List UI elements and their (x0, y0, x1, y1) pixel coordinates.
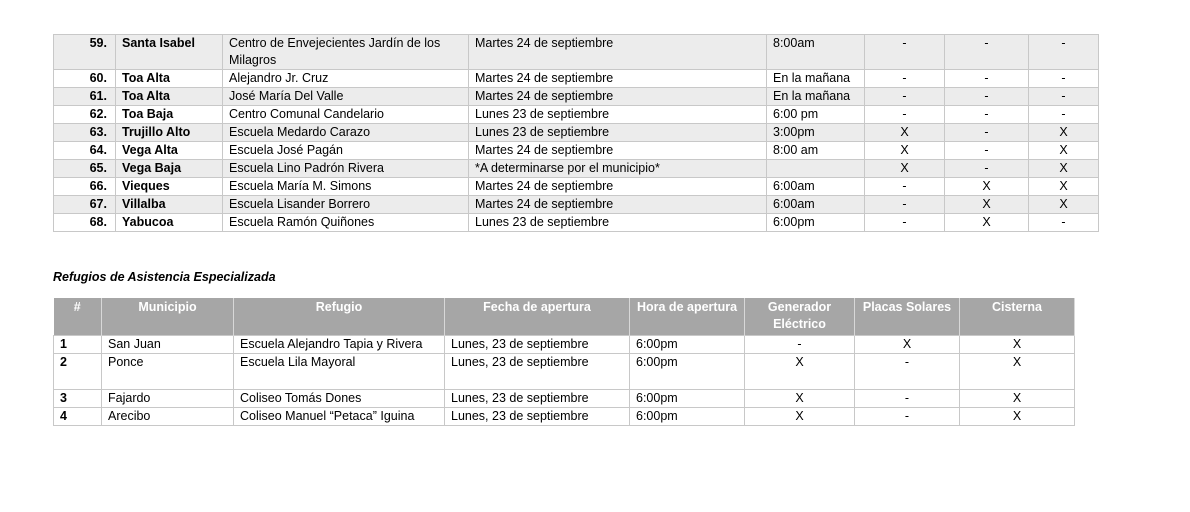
generador-cell: X (865, 160, 945, 178)
cisterna-cell: X (1029, 124, 1099, 142)
municipio-cell: Toa Baja (116, 106, 223, 124)
cisterna-cell: X (960, 408, 1075, 426)
cisterna-cell: X (1029, 160, 1099, 178)
cisterna-cell: X (1029, 178, 1099, 196)
hora-cell: 6:00 pm (767, 106, 865, 124)
generador-cell: - (865, 106, 945, 124)
fecha-cell: Lunes 23 de septiembre (469, 124, 767, 142)
row-number: 3 (54, 390, 102, 408)
generador-cell: - (745, 336, 855, 354)
table-row (54, 160, 1099, 178)
refugio-cell: Centro de Envejecientes Jardín de los Milagros (223, 35, 469, 70)
fecha-cell: Lunes 23 de septiembre (469, 214, 767, 232)
generador-cell: - (865, 214, 945, 232)
refugio-cell: Escuela Ramón Quiñones (223, 214, 469, 232)
table-row (54, 354, 1075, 390)
refugio-cell: Escuela Lila Mayoral (234, 354, 445, 390)
hora-cell: 8:00 am (767, 142, 865, 160)
table-row (54, 390, 1075, 408)
refugio-cell: Coliseo Manuel “Petaca” Iguina (234, 408, 445, 426)
table-row (54, 70, 1099, 88)
hora-cell: En la mañana (767, 88, 865, 106)
header-row (54, 298, 1075, 336)
municipio-cell: Toa Alta (116, 88, 223, 106)
table-row (54, 88, 1099, 106)
specialized-shelters-body (54, 336, 1075, 426)
table-row (54, 336, 1075, 354)
municipio-cell: Vega Baja (116, 160, 223, 178)
municipio-cell: Arecibo (102, 408, 234, 426)
placas-cell: X (945, 214, 1029, 232)
municipio-cell: Trujillo Alto (116, 124, 223, 142)
row-number: 64. (54, 142, 116, 160)
row-number: 4 (54, 408, 102, 426)
generador-cell: X (865, 142, 945, 160)
row-number: 68. (54, 214, 116, 232)
refugio-cell: Alejandro Jr. Cruz (223, 70, 469, 88)
shelters-table (53, 34, 1099, 232)
placas-cell: X (945, 178, 1029, 196)
row-number: 65. (54, 160, 116, 178)
municipio-cell: Toa Alta (116, 70, 223, 88)
fecha-cell: *A determinarse por el municipio* (469, 160, 767, 178)
header-hora: Hora de apertura (630, 298, 745, 336)
hora-cell: 6:00am (767, 178, 865, 196)
header-placas: Placas Solares (855, 298, 960, 336)
generador-cell: X (745, 408, 855, 426)
row-number: 59. (54, 35, 116, 70)
row-number: 67. (54, 196, 116, 214)
hora-cell: 6:00pm (630, 390, 745, 408)
generador-cell: - (865, 196, 945, 214)
fecha-cell: Martes 24 de septiembre (469, 35, 767, 70)
generador-cell: - (865, 178, 945, 196)
placas-cell: - (945, 70, 1029, 88)
cisterna-cell: X (960, 354, 1075, 390)
row-number: 62. (54, 106, 116, 124)
cisterna-cell: - (1029, 88, 1099, 106)
municipio-cell: Fajardo (102, 390, 234, 408)
generador-cell: - (865, 70, 945, 88)
row-number: 66. (54, 178, 116, 196)
header-cisterna: Cisterna (960, 298, 1075, 336)
cisterna-cell: - (1029, 106, 1099, 124)
placas-cell: - (855, 408, 960, 426)
header-municipio: Municipio (102, 298, 234, 336)
placas-cell: X (855, 336, 960, 354)
fecha-cell: Lunes 23 de septiembre (469, 106, 767, 124)
fecha-cell: Lunes, 23 de septiembre (445, 336, 630, 354)
header-number: # (54, 298, 102, 336)
hora-cell: 8:00am (767, 35, 865, 70)
generador-cell: - (865, 35, 945, 70)
refugio-cell: Escuela Lino Padrón Rivera (223, 160, 469, 178)
placas-cell: - (945, 88, 1029, 106)
specialized-shelters-header (54, 298, 1075, 336)
hora-cell: 6:00am (767, 196, 865, 214)
generador-cell: X (745, 354, 855, 390)
specialized-shelters-table (53, 298, 1075, 426)
refugio-cell: José María Del Valle (223, 88, 469, 106)
header-generador: Generador Eléctrico (745, 298, 855, 336)
row-number: 61. (54, 88, 116, 106)
municipio-cell: Vega Alta (116, 142, 223, 160)
municipio-cell: Santa Isabel (116, 35, 223, 70)
municipio-cell: Vieques (116, 178, 223, 196)
fecha-cell: Lunes, 23 de septiembre (445, 354, 630, 390)
refugio-cell: Escuela Medardo Carazo (223, 124, 469, 142)
row-number: 1 (54, 336, 102, 354)
hora-cell (767, 160, 865, 178)
fecha-cell: Martes 24 de septiembre (469, 178, 767, 196)
placas-cell: - (945, 124, 1029, 142)
hora-cell: 6:00pm (630, 408, 745, 426)
fecha-cell: Martes 24 de septiembre (469, 70, 767, 88)
refugio-cell: Coliseo Tomás Dones (234, 390, 445, 408)
fecha-cell: Martes 24 de septiembre (469, 88, 767, 106)
table-row (54, 106, 1099, 124)
municipio-cell: San Juan (102, 336, 234, 354)
fecha-cell: Lunes, 23 de septiembre (445, 390, 630, 408)
generador-cell: X (865, 124, 945, 142)
row-number: 63. (54, 124, 116, 142)
hora-cell: 6:00pm (767, 214, 865, 232)
table-row (54, 142, 1099, 160)
table-row (54, 35, 1099, 70)
refugio-cell: Escuela Lisander Borrero (223, 196, 469, 214)
hora-cell: En la mañana (767, 70, 865, 88)
fecha-cell: Lunes, 23 de septiembre (445, 408, 630, 426)
refugio-cell: Centro Comunal Candelario (223, 106, 469, 124)
municipio-cell: Villalba (116, 196, 223, 214)
cisterna-cell: X (960, 336, 1075, 354)
cisterna-cell: X (1029, 196, 1099, 214)
generador-cell: X (745, 390, 855, 408)
row-number: 2 (54, 354, 102, 390)
table-row (54, 124, 1099, 142)
cisterna-cell: - (1029, 70, 1099, 88)
fecha-cell: Martes 24 de septiembre (469, 142, 767, 160)
placas-cell: X (945, 196, 1029, 214)
section-title: Refugios de Asistencia Especializada (53, 270, 276, 284)
municipio-cell: Yabucoa (116, 214, 223, 232)
generador-cell: - (865, 88, 945, 106)
table-row (54, 408, 1075, 426)
fecha-cell: Martes 24 de septiembre (469, 196, 767, 214)
table-row (54, 214, 1099, 232)
cisterna-cell: - (1029, 35, 1099, 70)
placas-cell: - (945, 142, 1029, 160)
placas-cell: - (855, 354, 960, 390)
placas-cell: - (855, 390, 960, 408)
header-refugio: Refugio (234, 298, 445, 336)
placas-cell: - (945, 106, 1029, 124)
hora-cell: 6:00pm (630, 336, 745, 354)
placas-cell: - (945, 160, 1029, 178)
row-number: 60. (54, 70, 116, 88)
cisterna-cell: - (1029, 214, 1099, 232)
table-row (54, 178, 1099, 196)
hora-cell: 6:00pm (630, 354, 745, 390)
header-fecha: Fecha de apertura (445, 298, 630, 336)
refugio-cell: Escuela José Pagán (223, 142, 469, 160)
cisterna-cell: X (960, 390, 1075, 408)
cisterna-cell: X (1029, 142, 1099, 160)
placas-cell: - (945, 35, 1029, 70)
refugio-cell: Escuela María M. Simons (223, 178, 469, 196)
municipio-cell: Ponce (102, 354, 234, 390)
shelters-table-body (54, 35, 1099, 232)
table-row (54, 196, 1099, 214)
refugio-cell: Escuela Alejandro Tapia y Rivera (234, 336, 445, 354)
hora-cell: 3:00pm (767, 124, 865, 142)
